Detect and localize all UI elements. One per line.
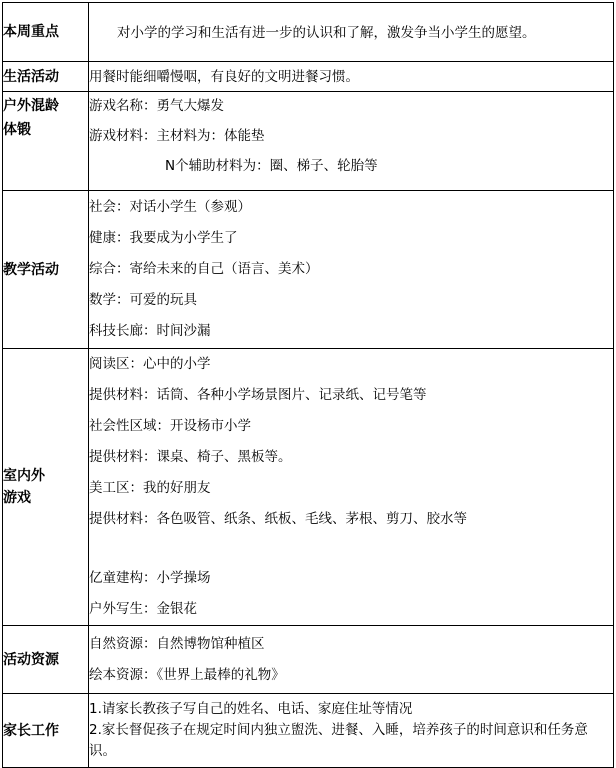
outdoor-game-name: 游戏名称：勇气大爆发 — [89, 98, 224, 114]
row-teaching-activity — [3, 191, 614, 349]
row-outdoor-exercise — [3, 92, 614, 191]
teaching-item: 数学：可爱的玩具 — [89, 292, 197, 308]
games-item: 提供材料：课桌、椅子、黑板等。 — [89, 449, 292, 465]
parent-item: 2.家长督促孩子在规定时间内独立盥洗、进餐、入睡，培养孩子的时间意识和任务意识。 — [89, 722, 588, 759]
label-resources: 活动资源 — [3, 626, 89, 694]
label-outdoor-line1: 户外混龄 — [3, 98, 59, 114]
row-parent-work — [3, 694, 614, 768]
resource-item: 自然资源：自然博物馆种植区 — [89, 635, 265, 652]
label-weekly-focus: 本周重点 — [3, 3, 89, 62]
row-life-activity — [3, 62, 614, 92]
outdoor-exercise-content — [89, 92, 614, 191]
label-parent-work: 家长工作 — [3, 694, 89, 768]
games-item: 亿童建构：小学操场 — [89, 570, 211, 586]
teaching-item: 科技长廊：时间沙漏 — [89, 323, 211, 339]
life-activity-text — [89, 62, 614, 92]
games-blank-line — [89, 535, 613, 563]
weekly-plan-table — [2, 2, 614, 768]
teaching-item: 健康：我要成为小学生了 — [89, 230, 238, 246]
outdoor-game-material: 游戏材料：主材料为：体能垫 — [89, 128, 265, 144]
games-item: 社会性区域：开设杨市小学 — [89, 418, 251, 434]
outdoor-aux-material: N个辅助材料为：圈、梯子、轮胎等 — [165, 158, 378, 174]
label-life-activity: 生活活动 — [3, 62, 89, 92]
teaching-item: 社会：对话小学生（参观） — [89, 199, 251, 215]
weekly-focus-paragraph: 对小学的学习和生活有进一步的认识和了解，激发争当小学生的愿望。 — [117, 25, 536, 41]
label-games-line2: 游戏 — [3, 490, 31, 506]
parent-work-text — [89, 694, 613, 767]
life-activity-line: 用餐时能细嚼慢咽，有良好的文明进餐习惯。 — [89, 68, 359, 85]
games-item: 户外写生：金银花 — [89, 601, 197, 617]
games-content — [89, 349, 614, 626]
parent-item: 1.请家长教孩子写自己的姓名、电话、家庭住址等情况 — [89, 701, 413, 717]
games-item: 提供材料：话筒、各种小学场景图片、记录纸、记号笔等 — [89, 387, 427, 403]
row-weekly-focus — [3, 3, 614, 62]
games-item: 提供材料：各色吸管、纸条、纸板、毛线、茅根、剪刀、胶水等 — [89, 511, 467, 527]
label-outdoor-line2: 体锻 — [3, 122, 31, 138]
teaching-item: 综合：寄给未来的自己（语言、美术） — [89, 261, 319, 277]
label-games-line1: 室内外 — [3, 468, 45, 484]
resource-item: 绘本资源：《世界上最棒的礼物》 — [89, 666, 285, 683]
weekly-focus-text — [89, 3, 614, 62]
row-resources — [3, 626, 614, 694]
label-outdoor-exercise — [3, 92, 89, 191]
games-item: 美工区：我的好朋友 — [89, 480, 211, 496]
resources-content — [89, 626, 614, 694]
games-item: 阅读区：心中的小学 — [89, 356, 211, 372]
parent-work-content — [89, 694, 614, 768]
row-games — [3, 349, 614, 626]
teaching-activity-content — [89, 191, 614, 349]
label-games — [3, 349, 89, 626]
label-teaching-activity: 教学活动 — [3, 191, 89, 349]
